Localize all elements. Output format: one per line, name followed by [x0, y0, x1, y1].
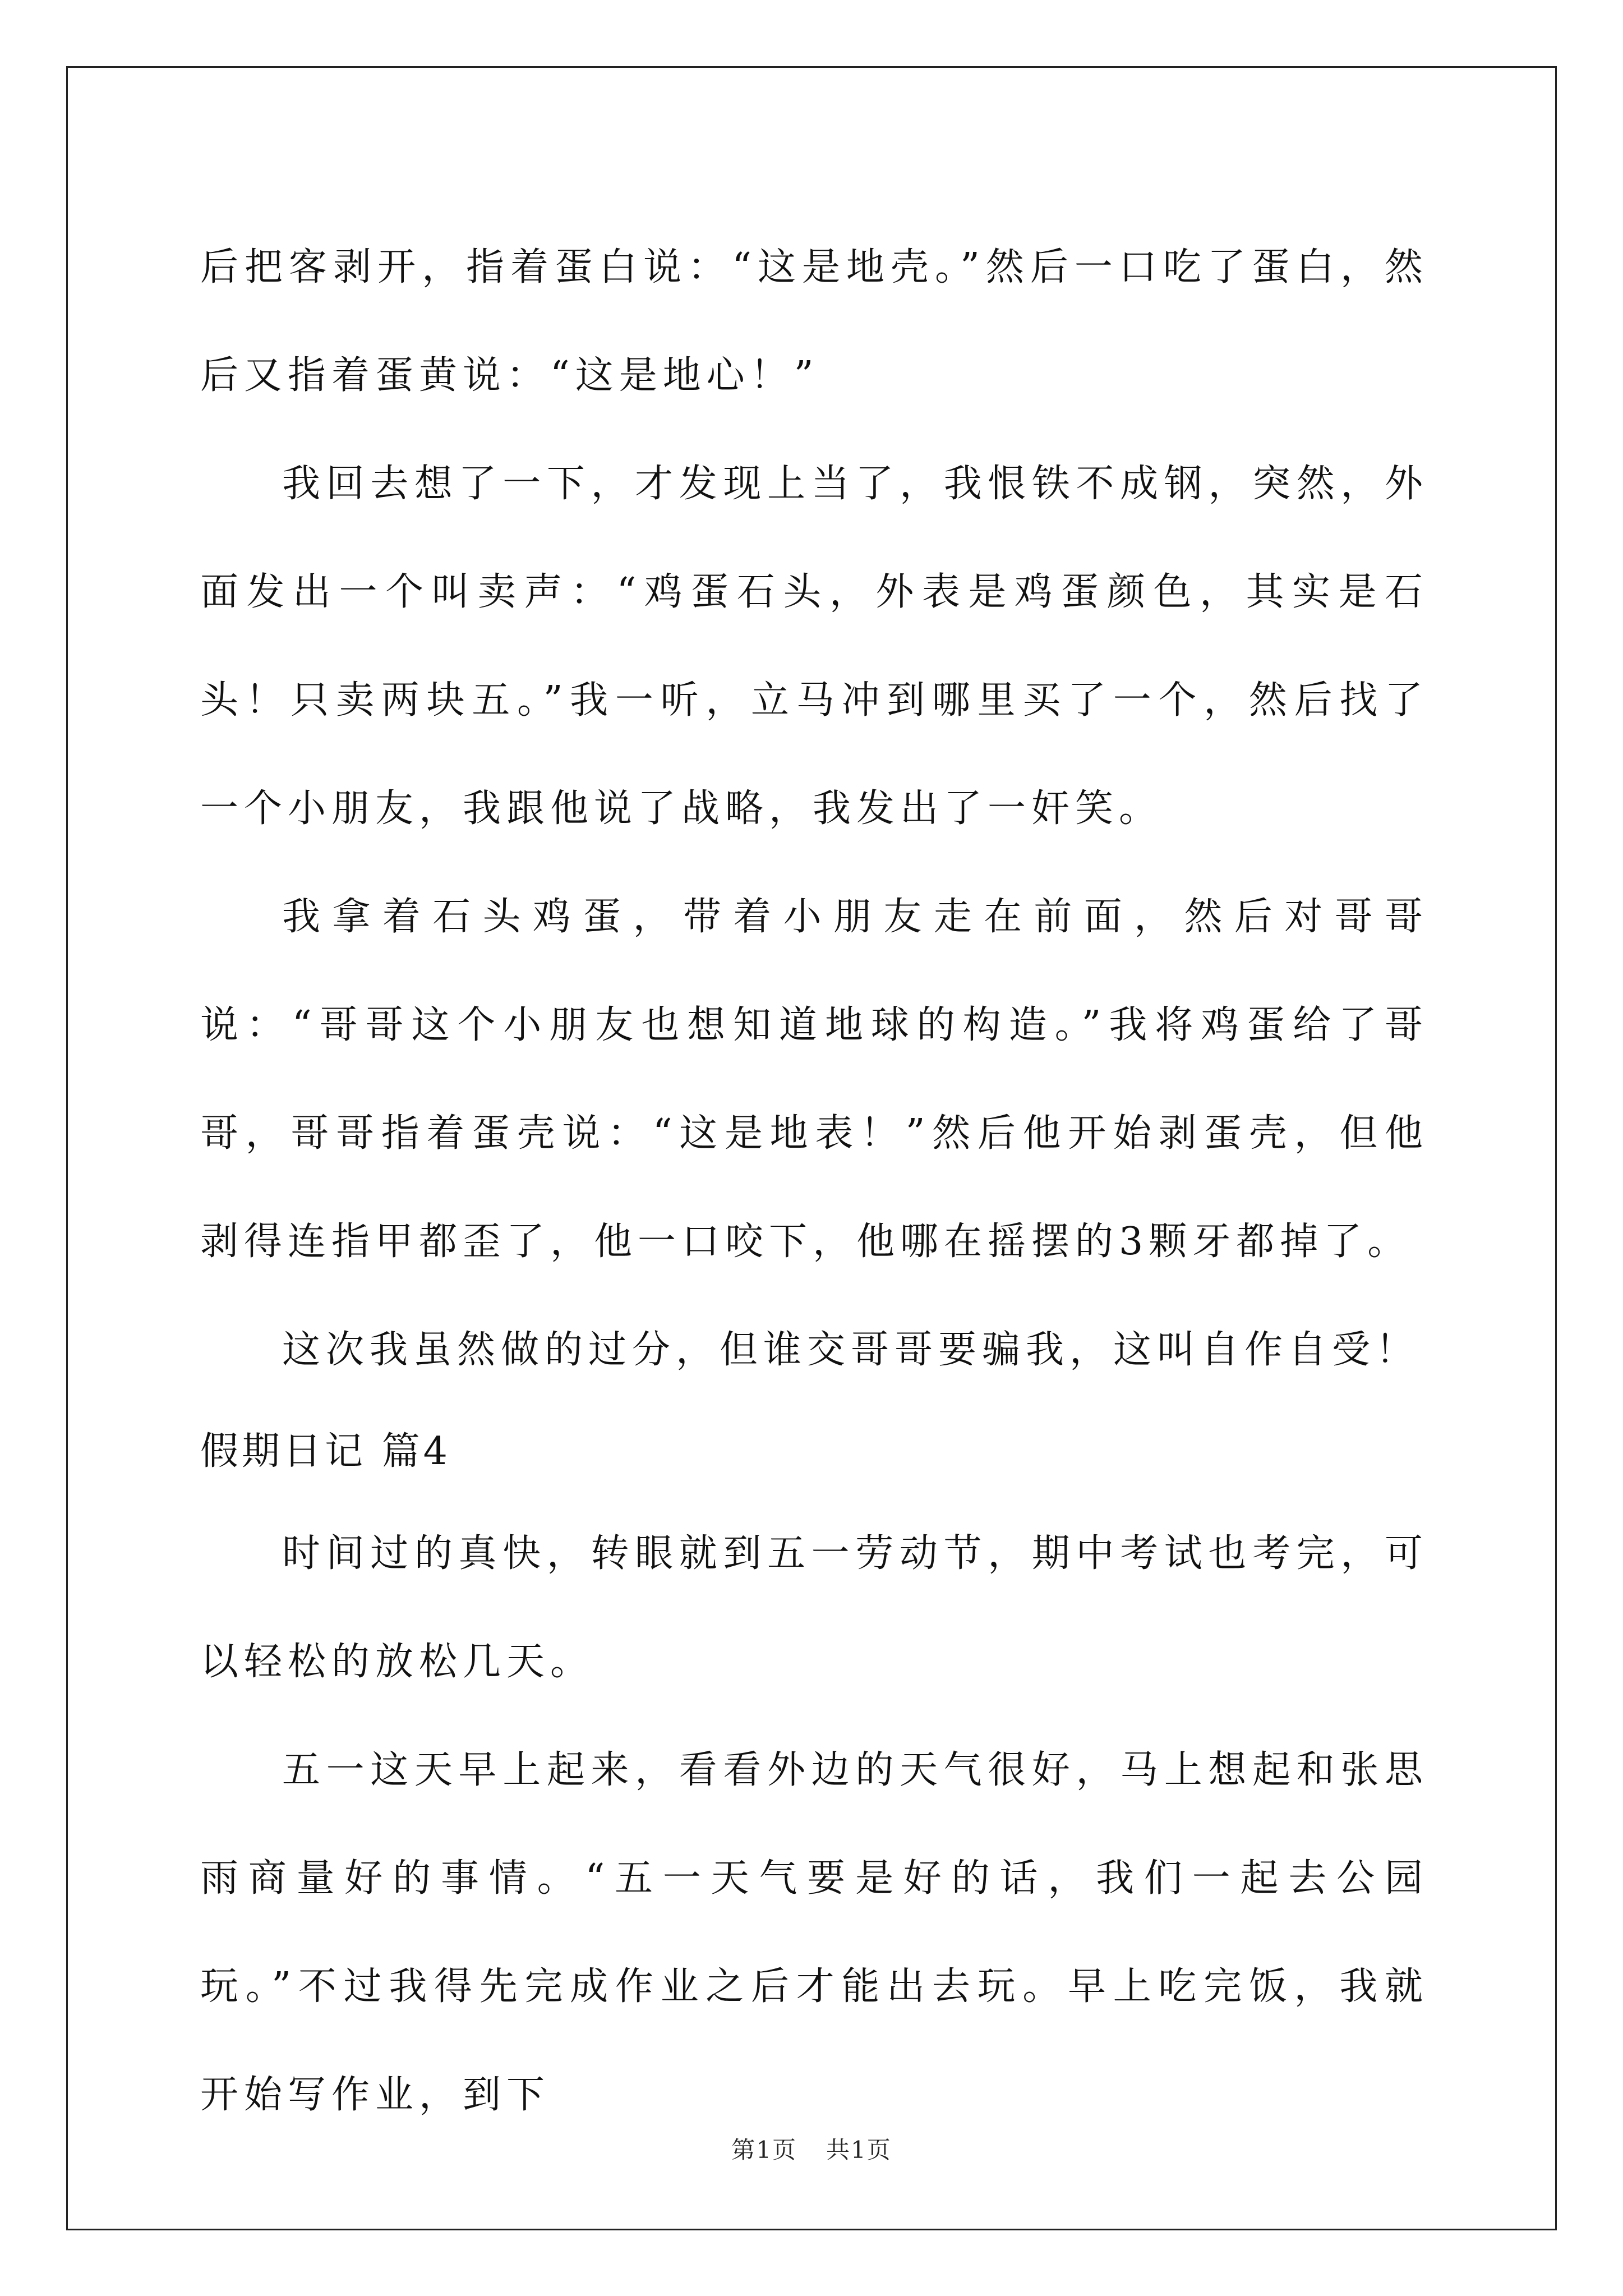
page-number-total: 共1页	[826, 2136, 892, 2164]
section-paragraph-2: 五一这天早上起来，看看外边的天气很好，马上想起和张思雨商量好的事情。“五一天气要是好的话，我们一起去公园玩。”不过我得先完成作业之后才能出去玩。早上吃完饭，我就开始写作业，到下	[200, 1748, 1428, 2117]
paragraph-3: 我拿着石头鸡蛋，带着小朋友走在前面，然后对哥哥说：“哥哥这个小朋友也想知道地球的构造。”我将鸡蛋给了哥哥，哥哥指着蛋壳说：“这是地表！”然后他开始剥蛋壳，但他剥得连指甲都歪了，他一口咬下，他哪在摇摆的3颗牙都掉了。	[200, 895, 1428, 1264]
page-number-current: 第1页	[731, 2136, 797, 2164]
paragraph-4: 这次我虽然做的过分，但谁交哥哥要骗我，这叫自作自受！	[282, 1328, 1420, 1372]
paragraph-2: 我回去想了一下，才发现上当了，我恨铁不成钢，突然，外面发出一个叫卖声：“鸡蛋石头，外表是鸡蛋颜色，其实是石头！只卖两块五。”我一听，立马冲到哪里买了一个，然后找了一个小朋友，我跟他说了战略，我发出了一奸笑。	[200, 462, 1428, 831]
section-heading: 假期日记 篇4	[200, 1429, 451, 1474]
paragraph-1: 后把客剥开，指着蛋白说：“这是地壳。”然后一口吃了蛋白，然后又指着蛋黄说：“这是地心！”	[200, 245, 1428, 398]
document-body	[200, 213, 1428, 2149]
page-footer	[0, 2132, 1623, 2165]
section-paragraph-1: 时间过的真快，转眼就到五一劳动节，期中考试也考完，可以轻松的放松几天。	[200, 1531, 1428, 1684]
